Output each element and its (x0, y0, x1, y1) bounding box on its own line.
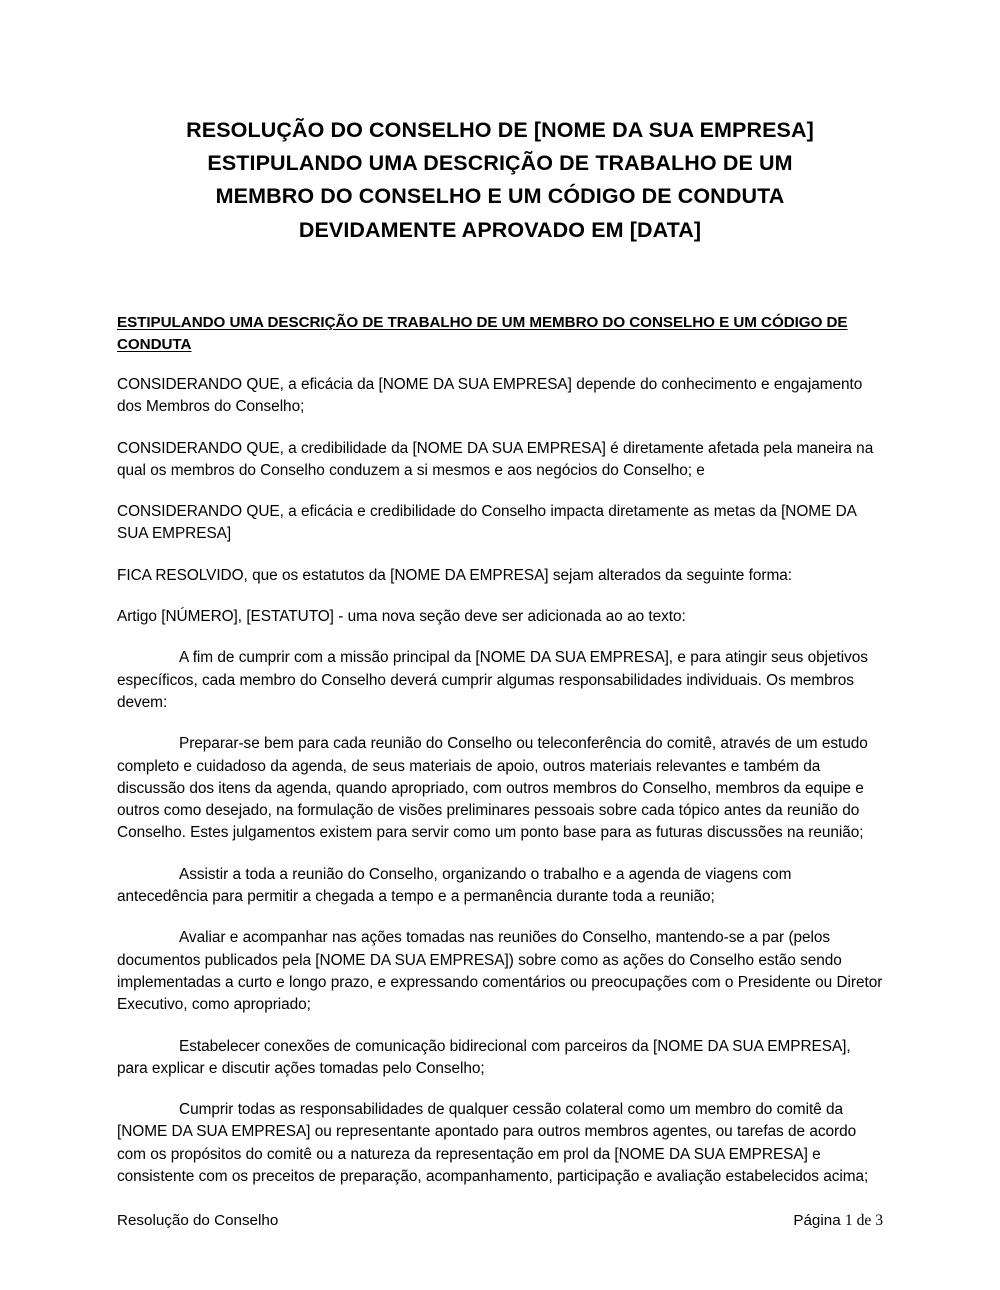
title-line-3: MEMBRO DO CONSELHO E UM CÓDIGO DE CONDUTA (215, 184, 785, 209)
footer-document-label: Resolução do Conselho (117, 1212, 279, 1229)
paragraph-preparar-se: Preparar-se bem para cada reunião do Conselho ou teleconferência do comitê, através de um estudo completo e cuidadoso da agenda, de seus materiais de apoio, outros materiais relevantes e também da discussão dos itens da agenda, quando apropriado, com outros membros do Conselho, membros da equipe e outros como desejado, na formulação de visões preliminares pessoais sobre cada tópico antes da reunião do Conselho. Estes julgamentos existem para servir como um ponto base para as futuras discussões na reunião; (117, 735, 868, 842)
section-heading: ESTIPULANDO UMA DESCRIÇÃO DE TRABALHO DE UM MEMBRO DO CONSELHO E UM CÓDIGO DE CONDUTA (117, 314, 848, 353)
footer-page-number: 1 de 3 (844, 1212, 883, 1229)
title-line-2: ESTIPULANDO UMA DESCRIÇÃO DE TRABALHO DE UM (207, 151, 793, 176)
paragraph-artigo: Artigo [NÚMERO], [ESTATUTO] - uma nova seção deve ser adicionada ao ao texto: (117, 608, 686, 626)
document-body (117, 312, 883, 1188)
paragraph-fica-resolvido: FICA RESOLVIDO, que os estatutos da [NOME DA EMPRESA] sejam alterados da seguinte forma: (117, 566, 792, 584)
paragraph-avaliar: Avaliar e acompanhar nas ações tomadas nas reuniões do Conselho, mantendo-se a par (pelos documentos publicados pela [NOME DA SUA EMPRESA]) sobre como as ações do Conselho estão sendo implementadas a curto e longo prazo, e expressando comentários ou preocupações com o Presidente ou Diretor Executivo, como apropriado; (117, 929, 883, 1014)
paragraph-assistir: Assistir a toda a reunião do Conselho, organizando o trabalho e a agenda de viagens com antecedência para permitir a chegada a tempo e a permanência durante toda a reunião; (117, 865, 792, 906)
title-line-1: RESOLUÇÃO DO CONSELHO DE [NOME DA SUA EMPRESA] (186, 118, 814, 142)
page-title (118, 114, 882, 247)
page-footer (117, 1211, 883, 1231)
paragraph-considerando-2: CONSIDERANDO QUE, a credibilidade da [NOME DA SUA EMPRESA] é diretamente afetada pela maneira na qual os membros do Conselho conduzem a si mesmos e aos negócios do Conselho; e (117, 439, 874, 479)
paragraph-estabelecer: Estabelecer conexões de comunicação bidirecional com parceiros da [NOME DA SUA EMPRESA], para explicar e discutir ações tomadas pelo Conselho; (117, 1037, 851, 1077)
paragraph-cumprir: Cumprir todas as responsabilidades de qualquer cessão colateral como um membro do comitê da [NOME DA SUA EMPRESA] ou representante apontado para outros membros agentes, ou tarefas de acordo com os propósitos do comitê ou a natureza da representação em prol da [NOME DA SUA EMPRESA] e consistente com os preceitos de preparação, acompanhamento, participação e avaliação estabelecidos acima; (117, 1101, 869, 1186)
paragraph-considerando-3: CONSIDERANDO QUE, a eficácia e credibilidade do Conselho impacta diretamente as metas da [NOME DA SUA EMPRESA] (117, 503, 857, 543)
title-line-4: DEVIDAMENTE APROVADO EM [DATA] (298, 217, 702, 242)
paragraph-missao-principal: A fim de cumprir com a missão principal da [NOME DA SUA EMPRESA], e para atingir seus objetivos específicos, cada membro do Conselho deverá cumprir algumas responsabilidades individuais. Os membros devem: (117, 649, 868, 711)
paragraph-considerando-1: CONSIDERANDO QUE, a eficácia da [NOME DA SUA EMPRESA] depende do conhecimento e engajamento dos Membros do Conselho; (117, 376, 863, 416)
footer-page-word: Página (793, 1212, 841, 1229)
footer-page-indicator (793, 1211, 883, 1231)
